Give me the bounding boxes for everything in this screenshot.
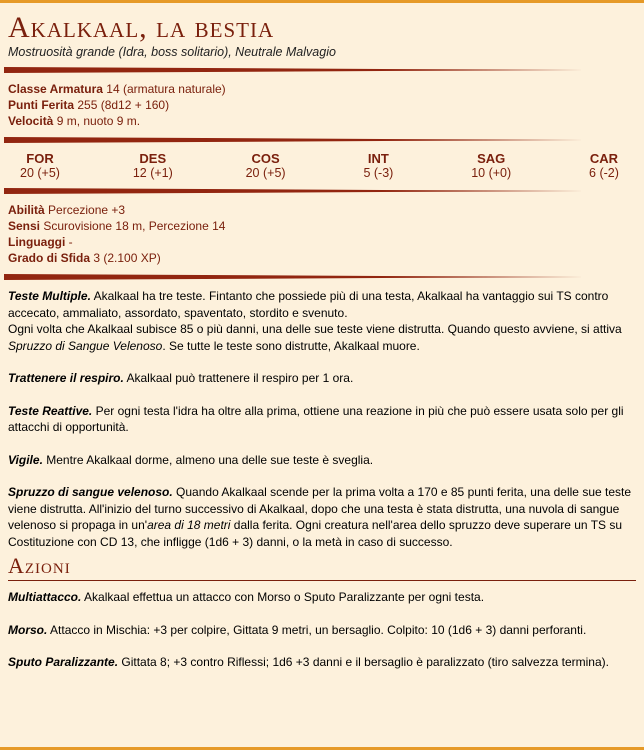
trait-hold-breath: Trattenere il respiro. Akalkaal può trattenere il respiro per 1 ora. (8, 371, 354, 385)
ability-cha: CAR 6 (-2) (589, 151, 619, 180)
ability-con: COS 20 (+5) (245, 151, 286, 180)
monster-name: Akalkaal, la bestia (8, 11, 275, 44)
armor-class: Classe Armatura 14 (armatura naturale) (8, 82, 226, 96)
ability-wis: SAG 10 (+0) (471, 151, 512, 180)
tapered-rule (4, 137, 636, 143)
ability-str: FOR 20 (+5) (20, 151, 60, 180)
monster-meta: Mostruosità grande (Idra, boss solitario), Neutrale Malvagio (8, 45, 336, 59)
action-bite: Morso. Attacco in Mischia: +3 per colpire, Gittata 9 metri, un bersaglio. Colpito: 10 (1d6 + 3) danni perforanti. (8, 622, 587, 637)
speed: Velocità 9 m, nuoto 9 m. (8, 114, 141, 128)
trait-reactive-heads: Teste Reattive. Per ogni testa l'idra ha oltre alla prima, ottiene una reazione in più che può essere usata solo per gli attacchi di opportunità. (8, 403, 624, 434)
senses: Sensi Scurovisione 18 m, Percezione 14 (8, 219, 226, 233)
action-paralyzing-spit: Sputo Paralizzante. Gittata 8; +3 contro Riflessi; 1d6 +3 danni e il bersaglio è paralizzato (tiro salvezza termina). (8, 655, 609, 669)
languages: Linguaggi - (8, 235, 73, 249)
ability-int: INT 5 (-3) (363, 151, 394, 180)
action-multiattack: Multiattacco. Akalkaal effettua un attacco con Morso o Sputo Paralizzante per ogni testa. (8, 590, 485, 604)
skills: Abilità Percezione +3 (8, 203, 126, 217)
tapered-rule (4, 274, 636, 280)
trait-wakeful: Vigile. Mentre Akalkaal dorme, almeno una delle sue teste è sveglia. (8, 452, 374, 467)
hit-points: Punti Ferita 255 (8d12 + 160) (8, 98, 170, 112)
tapered-rule (4, 67, 636, 73)
actions-heading: Azioni (8, 554, 636, 581)
ability-scores (8, 151, 636, 180)
ability-dex: DES 12 (+1) (132, 151, 173, 180)
challenge: Grado di Sfida 3 (2.100 XP) (8, 251, 161, 265)
trait-venom-spray: Spruzzo di sangue velenoso. Quando Akalkaal scende per la prima volta a 170 e 85 punti ferita, una delle sue teste viene distrutta. All'inizio del turno successivo di Akalkaal, dopo che una testa è stata distrutta, una nuvola di sangue velenoso si propaga in un'area di 18 metri dalla ferita. Ogni creatura nell'area dello spruzzo deve superare un TS su Costituzione con CD 13, che infligge (1d6 + 3) danni, o la metà in caso di successo. (8, 485, 632, 549)
trait-multiple-heads: Teste Multiple. Akalkaal ha tre teste. Fintanto che possiede più di una testa, Akalkaal ha vantaggio sui TS contro accecato, ammaliato, assordato, spaventato, stordito e svenuto. Ogni volta che Akalkaal subisce 85 o più danni, una delle sue teste viene distrutta. Quando questo avviene, si attiva Spruzzo di Sangue Velenoso. Se tutte le teste sono distrutte, Akalkaal muore. (8, 289, 622, 353)
tapered-rule (4, 188, 636, 194)
